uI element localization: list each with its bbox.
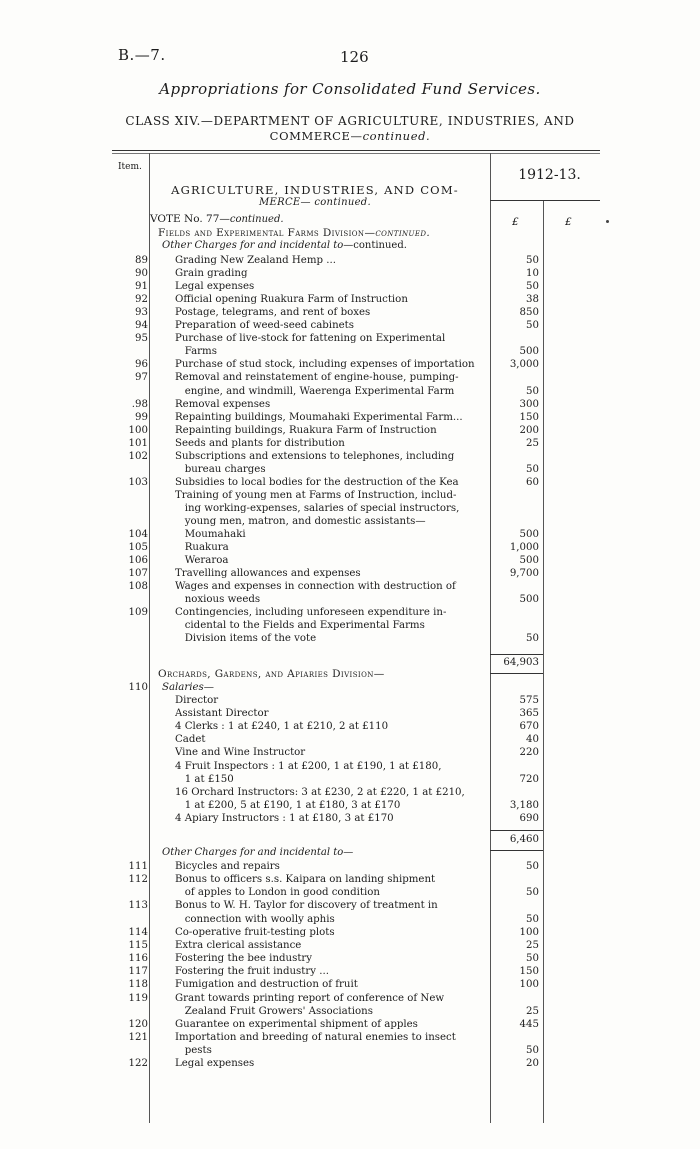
item-number: 112 <box>128 874 148 886</box>
orchards-other-charges-heading <box>162 847 353 858</box>
item-description: Repainting buildings, Ruakura Farm of Instruction <box>175 424 437 436</box>
table-row <box>0 580 700 593</box>
table-top-rule <box>112 150 600 151</box>
item-number: 90 <box>135 268 148 280</box>
item-amount: 50 <box>526 887 539 899</box>
table-row <box>0 733 700 746</box>
item-description: ing working-expenses, salaries of special instructors, <box>175 502 460 514</box>
item-amount: 50 <box>526 913 539 925</box>
item-amount: 445 <box>519 1018 539 1030</box>
table-row <box>0 746 700 759</box>
table-row <box>0 606 700 619</box>
fields-division-heading <box>158 227 430 239</box>
item-number: 93 <box>135 307 148 319</box>
item-description: Moumahaki <box>175 529 246 541</box>
table-row <box>0 332 700 345</box>
item-number: 115 <box>128 939 148 951</box>
item-description: Division items of the vote <box>175 633 317 645</box>
item-amount: 100 <box>519 979 539 991</box>
table-row <box>0 899 700 912</box>
table-row <box>0 371 700 384</box>
table-row <box>0 799 700 812</box>
item-description: Postage, telegrams, and rent of boxes <box>175 307 371 319</box>
item-number: 120 <box>128 1018 148 1030</box>
orchards-other-charges-label: Other Charges for and incidental to— <box>162 847 354 858</box>
section-heading-line1: AGRICULTURE, INDUSTRIES, AND COM- <box>171 183 459 197</box>
item-description: Assistant Director <box>175 708 269 720</box>
item-amount: 25 <box>526 437 539 449</box>
item-description: Cadet <box>175 734 206 746</box>
item-description: noxious weeds <box>175 594 261 606</box>
item-number: 113 <box>128 900 148 912</box>
item-description: Grading New Zealand Hemp ... <box>175 255 336 266</box>
class-heading-continued: continued. <box>362 129 431 143</box>
vote-continued: continued. <box>229 214 284 225</box>
table-row <box>0 567 700 580</box>
vote-number: VOTE No. 77— <box>150 213 230 225</box>
table-row <box>0 476 700 489</box>
table-row <box>0 450 700 463</box>
table-row <box>0 913 700 926</box>
item-number: 121 <box>128 1031 148 1043</box>
item-description: Fostering the fruit industry ... <box>175 966 329 978</box>
table-row <box>0 1005 700 1018</box>
table-row <box>0 437 700 450</box>
item-amount: 690 <box>519 812 539 824</box>
table-row <box>0 1044 700 1057</box>
fields-other-charges-heading <box>162 240 407 251</box>
item-number: 103 <box>128 476 148 488</box>
item-number: 122 <box>128 1058 148 1070</box>
item-number: 92 <box>135 294 148 306</box>
item-number: 96 <box>135 359 148 371</box>
item-column-header: Item. <box>118 162 142 172</box>
orchards-salaries-row <box>0 681 700 694</box>
fields-total-rule <box>490 654 543 655</box>
item-amount: 3,180 <box>509 799 539 811</box>
table-row <box>0 385 700 398</box>
table-row <box>0 632 700 645</box>
item-description: Seeds and plants for distribution <box>175 437 345 449</box>
table-row <box>0 424 700 437</box>
item-description: Legal expenses <box>175 1058 255 1070</box>
item-amount: 850 <box>519 307 539 319</box>
table-row <box>0 541 700 554</box>
item-number: 104 <box>128 529 148 541</box>
item-amount: 25 <box>526 939 539 951</box>
item-number: 101 <box>128 437 148 449</box>
table-row <box>0 1018 700 1031</box>
item-amount: 500 <box>519 346 539 358</box>
vote-heading <box>150 213 284 225</box>
item-number: 118 <box>128 979 148 991</box>
salaries-total-rule-bottom <box>490 850 543 851</box>
table-row <box>0 502 700 515</box>
item-description: Contingencies, including unforeseen expenditure in- <box>175 607 447 619</box>
table-row <box>0 358 700 371</box>
table-row <box>0 554 700 567</box>
item-amount: 670 <box>519 721 539 733</box>
item-description: bureau charges <box>175 463 266 475</box>
item-number: 106 <box>128 555 148 567</box>
item-amount: 500 <box>519 529 539 541</box>
table-row <box>0 720 700 733</box>
fields-division-total: 64,903 <box>503 657 539 668</box>
item-description: Fostering the bee industry <box>175 953 313 965</box>
item-description: young men, matron, and domestic assistants— <box>175 516 426 527</box>
item-amount: 100 <box>519 926 539 938</box>
item-description: Official opening Ruakura Farm of Instruction <box>175 294 408 306</box>
item-number: 102 <box>128 450 148 462</box>
item-description: Fumigation and destruction of fruit <box>175 979 358 991</box>
item-description: Purchase of stud stock, including expenses of importation <box>175 359 475 371</box>
table-row <box>0 254 700 267</box>
item-description: Grain grading <box>175 268 248 280</box>
item-number: 105 <box>128 542 148 554</box>
item-amount: 300 <box>519 398 539 410</box>
table-row <box>0 489 700 502</box>
item-amount: 50 <box>526 633 539 645</box>
item-amount: 50 <box>526 861 539 872</box>
salaries-label: Salaries— <box>162 682 214 693</box>
table-row <box>0 280 700 293</box>
item-amount: 720 <box>519 773 539 785</box>
item-description: Farms <box>175 346 217 358</box>
item-description: Travelling allowances and expenses <box>175 568 361 580</box>
section-heading-line2: MERCE— continued. <box>259 197 371 208</box>
item-amount: 40 <box>526 734 539 746</box>
item-description: Importation and breeding of natural enemies to insect <box>175 1031 456 1043</box>
table-row <box>0 1057 700 1070</box>
table-row <box>0 619 700 632</box>
table-row <box>0 411 700 424</box>
item-description: of apples to London in good condition <box>175 887 380 899</box>
table-row <box>0 694 700 707</box>
table-row <box>0 707 700 720</box>
item-description: Bicycles and repairs <box>175 861 280 872</box>
year-header-rule <box>490 200 600 201</box>
item-description: 4 Apiary Instructors : 1 at £180, 3 at £170 <box>175 812 394 824</box>
item-amount: 50 <box>526 320 539 332</box>
item-description: Vine and Wine Instructor <box>175 747 306 759</box>
item-description: Extra clerical assistance <box>175 939 302 951</box>
table-top-rule-thin <box>112 153 600 154</box>
table-row <box>0 306 700 319</box>
item-number: 119 <box>128 992 148 1004</box>
item-amount: 150 <box>519 411 539 423</box>
item-amount: 10 <box>526 268 539 280</box>
item-description: Co-operative fruit-testing plots <box>175 926 335 938</box>
item-number: 89 <box>135 255 148 266</box>
item-amount: 3,000 <box>509 359 539 371</box>
table-row <box>0 939 700 952</box>
table-row <box>0 515 700 528</box>
table-row <box>0 786 700 799</box>
item-description: Training of young men at Farms of Instruction, includ- <box>175 489 457 501</box>
print-speck <box>606 220 609 223</box>
item-amount: 500 <box>519 555 539 567</box>
salaries-total-rule <box>490 830 543 831</box>
item-amount: 25 <box>526 1005 539 1017</box>
item-number: 99 <box>135 411 148 423</box>
item-description: Director <box>175 695 219 706</box>
class-heading-main: COMMERCE— <box>269 129 363 143</box>
item-amount: 9,700 <box>509 568 539 580</box>
item-description: Grant towards printing report of conference of New <box>175 992 445 1004</box>
item-description: Wages and expenses in connection with destruction of <box>175 581 456 593</box>
table-row <box>0 926 700 939</box>
item-number: 97 <box>135 372 148 384</box>
table-row <box>0 267 700 280</box>
item-number: 110 <box>128 682 148 693</box>
item-number: 100 <box>128 424 148 436</box>
orchards-salaries-total: 6,460 <box>509 834 539 845</box>
table-row <box>0 528 700 541</box>
item-amount: 575 <box>519 695 539 706</box>
table-row <box>0 760 700 773</box>
item-description: pests <box>175 1045 212 1057</box>
item-description: Subscriptions and extensions to telephones, including <box>175 450 455 462</box>
item-amount: 150 <box>519 966 539 978</box>
item-number: 108 <box>128 581 148 593</box>
item-description: engine, and windmill, Waerenga Experimental Farm <box>175 385 455 397</box>
fields-division-heading-main: Fields and Experimental Farms Division— <box>158 227 376 239</box>
table-row <box>0 463 700 476</box>
table-row <box>0 293 700 306</box>
item-description: cidental to the Fields and Experimental Farms <box>175 620 425 632</box>
table-row <box>0 886 700 899</box>
table-row <box>0 593 700 606</box>
item-amount: 1,000 <box>509 542 539 554</box>
item-amount: 50 <box>526 1045 539 1057</box>
table-row <box>0 1031 700 1044</box>
item-amount: 220 <box>519 747 539 759</box>
item-amount: 50 <box>526 953 539 965</box>
class-heading-line2 <box>0 129 700 143</box>
item-number: 114 <box>128 926 148 938</box>
item-number: 94 <box>135 320 148 332</box>
fields-division-continued: continued. <box>375 227 431 239</box>
item-amount: 50 <box>526 281 539 293</box>
page-number: 126 <box>340 48 369 66</box>
table-row <box>0 773 700 786</box>
item-number: 111 <box>128 861 148 872</box>
item-description: Removal and reinstatement of engine-house, pumping- <box>175 372 459 384</box>
item-description: Removal expenses <box>175 398 271 410</box>
page-reference: B.—7. <box>118 46 166 64</box>
item-number: 116 <box>128 953 148 965</box>
orchards-division-heading: Orchards, Gardens, and Apiaries Division— <box>158 668 385 680</box>
item-amount: 200 <box>519 424 539 436</box>
table-row <box>0 398 700 411</box>
item-description: 4 Clerks : 1 at £240, 1 at £210, 2 at £110 <box>175 721 389 733</box>
fields-other-charges-main: Other Charges for and incidental to <box>162 240 344 251</box>
table-row <box>0 873 700 886</box>
item-number: 117 <box>128 966 148 978</box>
page-title: Appropriations for Consolidated Fund Services. <box>159 80 541 98</box>
item-number: 107 <box>128 568 148 580</box>
item-description: Ruakura <box>175 542 229 554</box>
item-amount: 50 <box>526 385 539 397</box>
item-number: .98 <box>131 398 148 410</box>
item-amount: 500 <box>519 594 539 606</box>
item-amount: 38 <box>526 294 539 306</box>
item-number: 91 <box>135 281 148 293</box>
fields-total-rule-bottom <box>490 673 543 674</box>
table-row <box>0 860 700 873</box>
item-description: 1 at £200, 5 at £190, 1 at £180, 3 at £170 <box>175 799 401 811</box>
table-row <box>0 992 700 1005</box>
table-row <box>0 319 700 332</box>
item-description: Subsidies to local bodies for the destruction of the Kea <box>175 476 459 488</box>
item-amount: 20 <box>526 1058 539 1070</box>
item-description: connection with woolly aphis <box>175 913 335 925</box>
item-amount: 365 <box>519 708 539 720</box>
item-number: 95 <box>135 333 148 345</box>
fields-other-charges-cont: —continued. <box>343 240 407 251</box>
year-column-header: 1912-13. <box>518 167 581 183</box>
item-description: Bonus to officers s.s. Kaipara on landing shipment <box>175 874 436 886</box>
item-description: Purchase of live-stock for fattening on Experimental <box>175 333 446 345</box>
table-row <box>0 952 700 965</box>
item-description: Preparation of weed-seed cabinets <box>175 320 354 332</box>
item-description: Zealand Fruit Growers' Associations <box>175 1005 373 1017</box>
item-amount: 50 <box>526 255 539 266</box>
item-description: Weraroa <box>175 555 229 567</box>
item-description: Legal expenses <box>175 281 255 293</box>
table-row <box>0 978 700 991</box>
item-amount: 60 <box>526 476 539 488</box>
item-description: 4 Fruit Inspectors : 1 at £200, 1 at £190, 1 at £180, <box>175 760 442 772</box>
item-description: Bonus to W. H. Taylor for discovery of treatment in <box>175 900 438 912</box>
item-description: Repainting buildings, Moumahaki Experimental Farm... <box>175 411 463 423</box>
item-description: 1 at £150 <box>175 773 234 785</box>
item-number: 109 <box>128 607 148 619</box>
table-row <box>0 965 700 978</box>
table-row <box>0 345 700 358</box>
item-description: 16 Orchard Instructors: 3 at £230, 2 at £220, 1 at £210, <box>175 786 465 798</box>
item-amount: 50 <box>526 463 539 475</box>
class-heading-line1: CLASS XIV.—DEPARTMENT OF AGRICULTURE, INDUSTRIES, AND <box>125 114 575 128</box>
item-description: Guarantee on experimental shipment of apples <box>175 1018 418 1030</box>
pound-symbol-col1: £ <box>512 216 519 228</box>
table-row <box>0 812 700 825</box>
pound-symbol-col2: £ <box>565 216 572 228</box>
